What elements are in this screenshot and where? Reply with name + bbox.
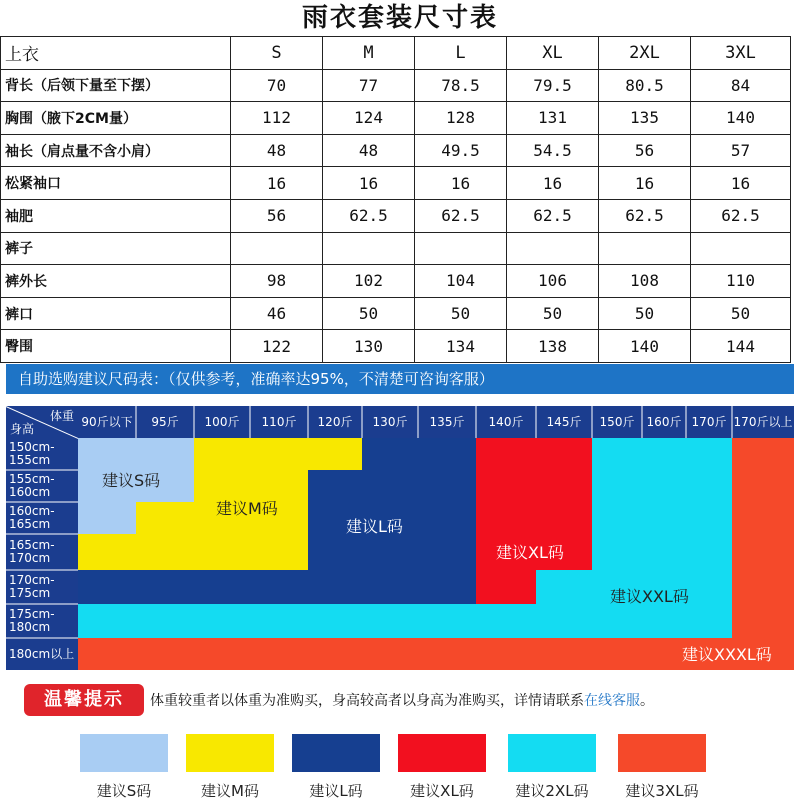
recommend-cell-m: [136, 502, 195, 535]
recommend-cell-xxxl: [250, 638, 309, 670]
recommend-cell-xxxl: [78, 638, 137, 670]
measurement-value: 62.5: [323, 199, 415, 232]
recommend-cell-l: [362, 570, 419, 605]
recommend-cell-xxl: [194, 604, 251, 639]
size-header-cell: 3XL: [691, 37, 791, 70]
recommend-cell-xxxl: [418, 638, 477, 670]
recommend-cell-xxl: [592, 534, 643, 571]
header-section-label: 上衣: [1, 37, 231, 70]
measurement-label: 背长（后领下量至下摆）: [1, 69, 231, 102]
recommend-cell-xxl: [686, 570, 733, 605]
measurement-value: [415, 232, 507, 265]
legend-swatch-xl: [398, 734, 486, 772]
legend-label: 建议2XL码: [515, 782, 589, 800]
recommend-cell-m: [250, 438, 309, 471]
legend-label: 建议3XL码: [625, 782, 699, 800]
recommend-label-xxl: 建议XXL码: [610, 587, 689, 606]
measurement-value: 50: [691, 297, 791, 330]
height-header-cell: 150cm-155cm: [9, 440, 55, 467]
recommend-cell-xxl: [642, 534, 687, 571]
weight-header-cell: 100斤: [204, 415, 240, 429]
recommend-cell-xxxl: [476, 638, 537, 670]
recommend-cell-xxxl: [308, 638, 363, 670]
tip-end: 。: [640, 693, 654, 709]
legend-swatch-m: [186, 734, 274, 772]
recommend-cell-xxl: [536, 570, 593, 605]
recommend-cell-xxl: [536, 604, 593, 639]
legend-swatch-xxxl: [618, 734, 706, 772]
size-header-cell: M: [323, 37, 415, 70]
weight-header-cell: 140斤: [488, 415, 524, 429]
measurement-value: 106: [507, 265, 599, 298]
height-header-cell: 155cm-160cm: [9, 472, 55, 499]
measurement-label: 臀围: [1, 330, 231, 363]
measurement-value: 124: [323, 102, 415, 135]
height-header-cell: 180cm以上: [9, 646, 75, 661]
measurement-value: 98: [231, 265, 323, 298]
measurement-value: 16: [691, 167, 791, 200]
measurement-value: 84: [691, 69, 791, 102]
measurement-value: 48: [323, 134, 415, 167]
measurement-value: 135: [599, 102, 691, 135]
weight-header-cell: 110斤: [261, 415, 297, 429]
weight-header-cell: 120斤: [317, 415, 353, 429]
size-header-cell: L: [415, 37, 507, 70]
recommend-cell-xl: [536, 438, 593, 471]
legend-swatch-l: [292, 734, 380, 772]
recommend-cell-xxxl: [732, 470, 794, 503]
recommend-cell-l: [250, 570, 309, 605]
measurement-label: 裤外长: [1, 265, 231, 298]
recommend-cell-l: [362, 470, 419, 503]
recommend-cell-xxxl: [732, 438, 794, 471]
grid-corner-header: [6, 406, 78, 438]
measurement-value: [231, 232, 323, 265]
recommend-cell-xxxl: [536, 638, 593, 670]
tip-body: 体重较重者以体重为准购买，身高较高者以身高为准购买，详情请联系: [150, 693, 584, 709]
weight-header-cell: 150斤: [599, 415, 635, 429]
recommend-cell-l: [418, 470, 477, 503]
tip-badge: 温馨提示: [24, 684, 144, 716]
measurement-value: 49.5: [415, 134, 507, 167]
recommend-cell-xl: [476, 502, 537, 535]
size-header-cell: 2XL: [599, 37, 691, 70]
table-row: [1, 102, 791, 135]
recommend-cell-xl: [476, 438, 537, 471]
measurement-value: [599, 232, 691, 265]
recommend-cell-l: [418, 502, 477, 535]
weight-header-cell: 130斤: [372, 415, 408, 429]
recommend-cell-l: [308, 534, 363, 571]
recommend-cell-xxl: [642, 604, 687, 639]
measurement-value: 46: [231, 297, 323, 330]
recommend-cell-s: [78, 502, 137, 535]
recommend-cell-l: [418, 534, 477, 571]
recommend-cell-xxl: [418, 604, 477, 639]
table-row: [1, 69, 791, 102]
measurement-value: 50: [415, 297, 507, 330]
recommend-cell-l: [308, 570, 363, 605]
recommend-label-xxxl: 建议XXXL码: [682, 645, 772, 664]
measurement-value: 16: [415, 167, 507, 200]
recommend-cell-xxl: [686, 438, 733, 471]
page-title: 雨衣套装尺寸表: [301, 3, 498, 33]
height-header-cell: 170cm-175cm: [9, 573, 55, 600]
table-row: [1, 265, 791, 298]
recommend-cell-m: [78, 534, 137, 571]
recommend-cell-xxl: [592, 604, 643, 639]
advice-banner: 自助选购建议尺码表：（仅供参考，准确率达95%，不清楚可咨询客服）: [6, 364, 794, 394]
measurement-value: 77: [323, 69, 415, 102]
recommend-cell-m: [308, 438, 363, 471]
size-header-cell: XL: [507, 37, 599, 70]
measurement-value: 128: [415, 102, 507, 135]
measurement-value: 50: [323, 297, 415, 330]
recommend-cell-xxl: [642, 502, 687, 535]
recommend-cell-xxxl: [732, 570, 794, 605]
size-header-cell: S: [231, 37, 323, 70]
recommend-cell-m: [194, 534, 251, 571]
recommend-cell-s: [136, 438, 195, 471]
measurement-value: 16: [323, 167, 415, 200]
weight-header-cell: 170斤以上: [733, 415, 793, 429]
measurement-value: 54.5: [507, 134, 599, 167]
recommend-cell-l: [136, 570, 195, 605]
recommend-cell-xl: [476, 570, 537, 605]
size-recommendation-grid: [6, 406, 794, 670]
measurement-value: [507, 232, 599, 265]
recommend-cell-xxxl: [732, 534, 794, 571]
online-service-link[interactable]: 在线客服: [584, 693, 640, 709]
measurement-value: 144: [691, 330, 791, 363]
recommend-cell-l: [78, 570, 137, 605]
recommend-cell-s: [78, 438, 137, 471]
measurement-value: 79.5: [507, 69, 599, 102]
recommend-cell-l: [418, 438, 477, 471]
measurement-value: 130: [323, 330, 415, 363]
recommend-label-l: 建议L码: [346, 517, 403, 536]
measurement-value: 80.5: [599, 69, 691, 102]
recommend-label-s: 建议S码: [102, 471, 161, 490]
measurement-value: 112: [231, 102, 323, 135]
measurement-value: 50: [507, 297, 599, 330]
legend-swatch-s: [80, 734, 168, 772]
measurement-value: 56: [599, 134, 691, 167]
recommend-label-xl: 建议XL码: [496, 543, 564, 562]
height-header-cell: 165cm-170cm: [9, 538, 55, 565]
measurement-value: 48: [231, 134, 323, 167]
measurement-value: 131: [507, 102, 599, 135]
recommend-cell-xxl: [308, 604, 363, 639]
weight-header-cell: 160斤: [646, 415, 682, 429]
table-row: [1, 297, 791, 330]
recommend-cell-xl: [536, 470, 593, 503]
recommend-cell-m: [136, 534, 195, 571]
recommend-cell-xxxl: [732, 502, 794, 535]
recommend-label-m: 建议M码: [216, 499, 278, 518]
measurement-value: [691, 232, 791, 265]
legend-label: 建议XL码: [410, 782, 474, 800]
legend-label: 建议L码: [309, 782, 363, 800]
recommend-cell-xxl: [592, 502, 643, 535]
recommend-cell-xxl: [592, 470, 643, 503]
recommend-cell-m: [250, 534, 309, 571]
height-header-cell: 160cm-165cm: [9, 504, 55, 531]
measurement-value: 16: [231, 167, 323, 200]
recommend-cell-l: [362, 534, 419, 571]
measurement-label: 袖长（肩点量不含小肩）: [1, 134, 231, 167]
recommend-cell-xxxl: [136, 638, 195, 670]
measurement-value: 62.5: [691, 199, 791, 232]
size-chart-table: [0, 36, 791, 363]
measurement-value: 16: [507, 167, 599, 200]
legend-label: 建议M码: [201, 782, 259, 800]
recommendation-area: [6, 406, 794, 670]
weight-axis-label: 体重: [49, 409, 74, 423]
recommend-cell-l: [194, 570, 251, 605]
recommend-cell-xl: [536, 502, 593, 535]
recommend-cell-xxxl: [362, 638, 419, 670]
recommend-cell-l: [308, 470, 363, 503]
weight-header-cell: 95斤: [151, 415, 179, 429]
recommend-cell-m: [194, 438, 251, 471]
table-row: [1, 199, 791, 232]
recommend-cell-xxl: [686, 534, 733, 571]
weight-header-cell: 145斤: [546, 415, 582, 429]
recommend-cell-xxl: [686, 502, 733, 535]
recommend-cell-xxl: [642, 470, 687, 503]
recommend-cell-xxl: [592, 438, 643, 471]
measurement-label: 松紧袖口: [1, 167, 231, 200]
measurement-value: 56: [231, 199, 323, 232]
height-header-cell: 175cm-180cm: [9, 607, 55, 634]
table-row: [1, 167, 791, 200]
measurement-value: 140: [691, 102, 791, 135]
measurement-value: 110: [691, 265, 791, 298]
measurement-value: 62.5: [415, 199, 507, 232]
recommend-cell-xxxl: [732, 604, 794, 639]
recommend-cell-xxl: [136, 604, 195, 639]
recommend-cell-xxl: [362, 604, 419, 639]
weight-header-cell: 170斤: [691, 415, 727, 429]
recommend-cell-l: [362, 438, 419, 471]
recommend-cell-l: [418, 570, 477, 605]
recommend-cell-xxxl: [642, 638, 687, 670]
recommend-cell-xxl: [642, 438, 687, 471]
recommend-cell-xxxl: [194, 638, 251, 670]
measurement-value: 62.5: [599, 199, 691, 232]
measurement-value: 57: [691, 134, 791, 167]
legend-label: 建议S码: [96, 782, 152, 800]
measurement-value: 104: [415, 265, 507, 298]
measurement-value: 50: [599, 297, 691, 330]
measurement-value: 134: [415, 330, 507, 363]
weight-header-cell: 135斤: [429, 415, 465, 429]
measurement-value: 78.5: [415, 69, 507, 102]
measurement-value: 108: [599, 265, 691, 298]
recommend-cell-xxxl: [592, 638, 643, 670]
measurement-value: 140: [599, 330, 691, 363]
recommend-cell-xxl: [476, 604, 537, 639]
measurement-value: 16: [599, 167, 691, 200]
legend-swatch-xxl: [508, 734, 596, 772]
measurement-label: 胸围（腋下2CM量）: [1, 102, 231, 135]
table-header-row: [1, 37, 791, 70]
measurement-label: 裤子: [1, 232, 231, 265]
weight-header-cell: 90斤以下: [81, 415, 133, 429]
measurement-label: 袖肥: [1, 199, 231, 232]
height-axis-label: 身高: [10, 422, 35, 436]
measurement-label: 裤口: [1, 297, 231, 330]
recommend-cell-xxl: [686, 604, 733, 639]
measurement-value: 62.5: [507, 199, 599, 232]
table-row: [1, 330, 791, 363]
recommend-cell-xxl: [250, 604, 309, 639]
table-row: [1, 134, 791, 167]
table-row: [1, 232, 791, 265]
tip-text: [150, 690, 654, 710]
measurement-value: 102: [323, 265, 415, 298]
recommend-cell-xl: [476, 470, 537, 503]
recommend-cell-xxl: [686, 470, 733, 503]
measurement-value: 138: [507, 330, 599, 363]
measurement-value: 70: [231, 69, 323, 102]
recommend-cell-xxl: [78, 604, 137, 639]
measurement-value: 122: [231, 330, 323, 363]
measurement-value: [323, 232, 415, 265]
